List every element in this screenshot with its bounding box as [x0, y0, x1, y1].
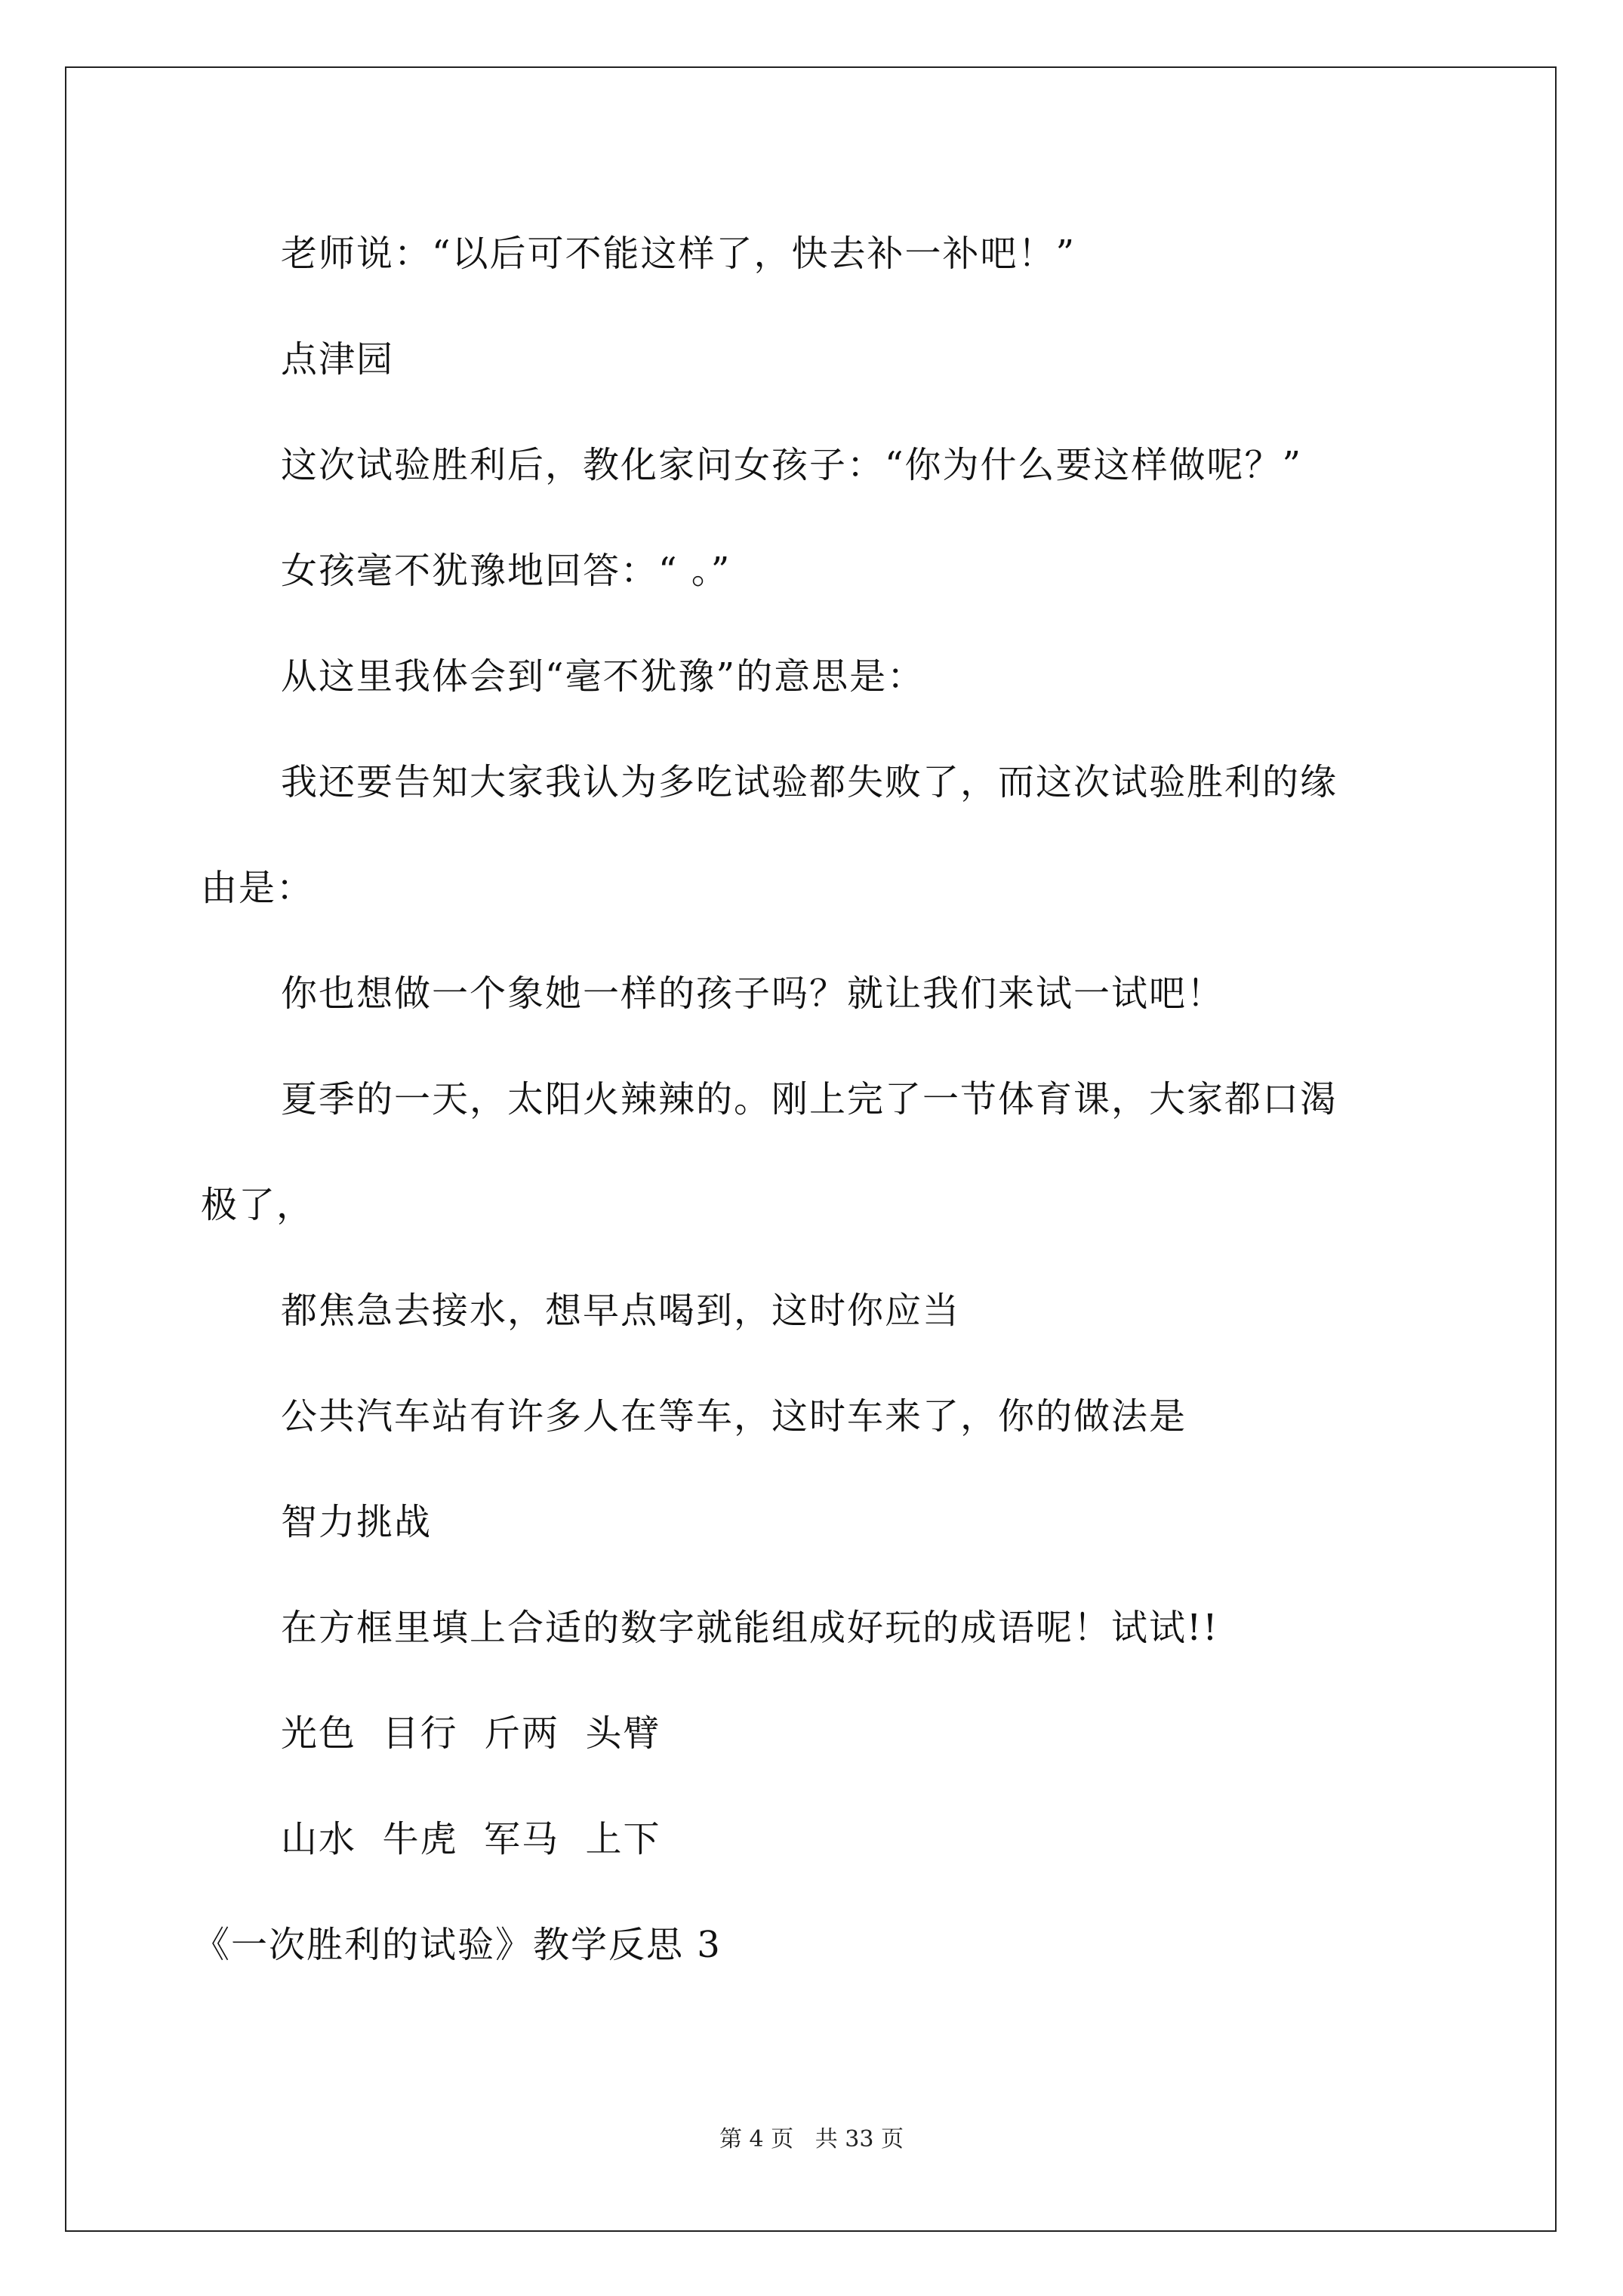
text-line: 点津园 — [281, 338, 395, 381]
text-line: 由是： — [201, 867, 315, 909]
text-line: 在方框里填上合适的数字就能组成好玩的成语呢！试试!! — [281, 1607, 1219, 1649]
text-line: 女孩毫不犹豫地回答：“ 。” — [281, 550, 731, 592]
text-line: 从这里我体会到“毫不犹豫”的意思是： — [281, 655, 925, 698]
section-heading: 《一次胜利的试验》教学反思 3 — [193, 1924, 722, 1966]
text-line: 山水 牛虎 军马 上下 — [281, 1818, 661, 1860]
text-line: 我还要告知大家我认为多吃试验都失败了，而这次试验胜利的缘 — [281, 761, 1338, 803]
text-line: 光色 目行 斤两 头臂 — [281, 1712, 661, 1755]
text-line: 公共汽车站有许多人在等车，这时车来了，你的做法是 — [281, 1395, 1187, 1438]
text-line: 都焦急去接水，想早点喝到，这时你应当 — [281, 1290, 961, 1332]
text-line: 智力挑战 — [281, 1501, 433, 1543]
text-line: 你也想做一个象她一样的孩子吗？就让我们来试一试吧！ — [281, 972, 1225, 1015]
text-line: 老师说：“以后可不能这样了，快去补一补吧！” — [281, 233, 1076, 275]
text-line: 极了， — [201, 1184, 315, 1226]
text-line: 这次试验胜利后，教化家问女孩子：“你为什么要这样做呢？” — [281, 444, 1303, 486]
page-footer: 第 4 页 共 33 页 — [719, 2126, 904, 2153]
text-line: 夏季的一天，太阳火辣辣的。刚上完了一节体育课，大家都口渴 — [281, 1078, 1338, 1120]
